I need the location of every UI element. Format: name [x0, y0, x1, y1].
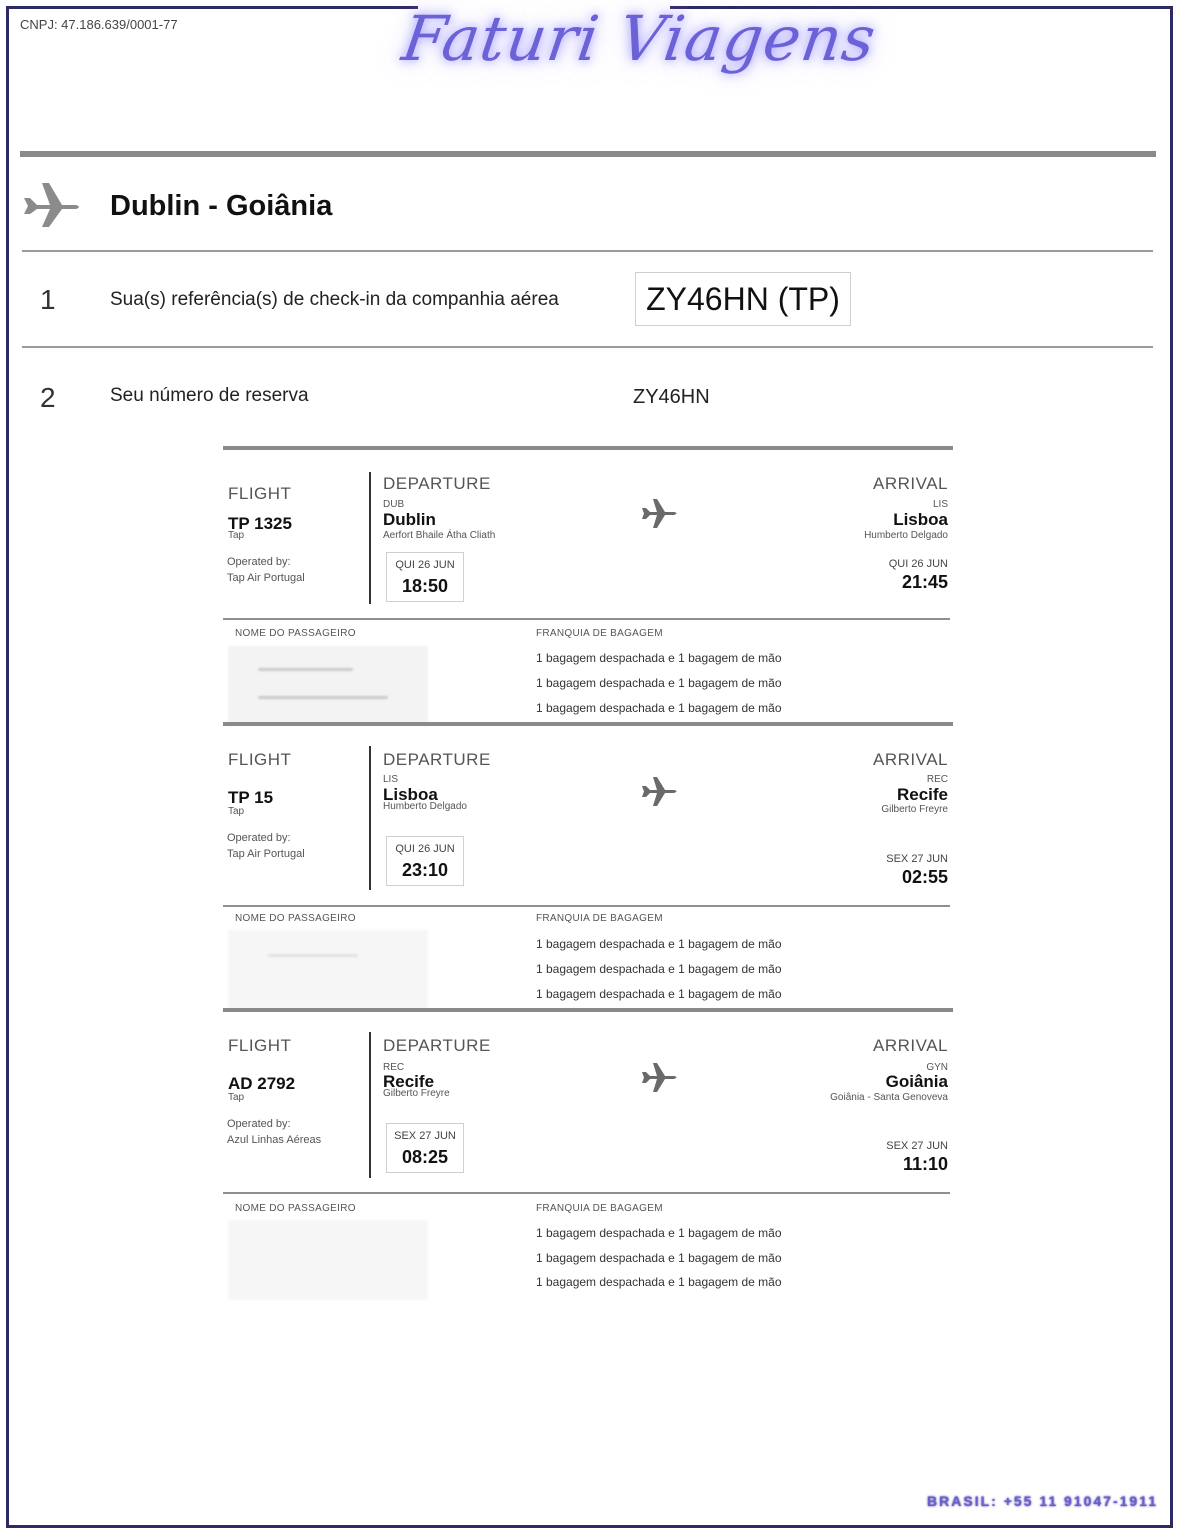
- flight-label: FLIGHT: [228, 484, 292, 503]
- passenger-name-label: NOME DO PASSAGEIRO: [235, 628, 356, 639]
- arrival-city: Recife: [896, 785, 948, 804]
- departure-code: DUB: [383, 499, 405, 510]
- arrival-city: Goiânia: [885, 1072, 948, 1091]
- flight-divider: [223, 1192, 950, 1194]
- operator-name: Tap Air Portugal: [227, 848, 305, 860]
- departure-time-box: [386, 1123, 464, 1173]
- departure-airport: Gilberto Freyre: [383, 1088, 450, 1099]
- baggage-item: 1 bagagem despachada e 1 bagagem de mão: [536, 1226, 782, 1240]
- flight-card: [223, 722, 953, 1012]
- flight-top-divider: [223, 446, 953, 450]
- departure-time: 08:25: [401, 1147, 449, 1167]
- baggage-allowance-label: FRANQUIA DE BAGAGEM: [536, 913, 663, 924]
- arrival-label: ARRIVAL: [873, 1036, 948, 1055]
- departure-airport: Humberto Delgado: [383, 801, 467, 812]
- departure-date: QUI 26 JUN: [395, 843, 455, 855]
- airplane-icon: [641, 1058, 679, 1096]
- departure-city: Dublin: [383, 510, 436, 529]
- flight-vertical-divider: [369, 472, 371, 604]
- departure-time-box: [386, 836, 464, 886]
- baggage-allowance-label: FRANQUIA DE BAGAGEM: [536, 1203, 663, 1214]
- departure-label: DEPARTURE: [383, 1036, 491, 1055]
- passenger-name-redacted: [228, 1220, 428, 1300]
- flight-carrier: Tap: [228, 1092, 245, 1103]
- baggage-item: 1 bagagem despachada e 1 bagagem de mão: [536, 651, 782, 665]
- row-number: 2: [40, 382, 56, 413]
- baggage-item: 1 bagagem despachada e 1 bagagem de mão: [536, 676, 782, 690]
- flight-card: [223, 446, 953, 726]
- arrival-time: 21:45: [901, 572, 948, 592]
- arrival-date: SEX 27 JUN: [886, 853, 948, 865]
- passenger-name-label: NOME DO PASSAGEIRO: [235, 913, 356, 924]
- baggage-allowance-label: FRANQUIA DE BAGAGEM: [536, 628, 663, 639]
- arrival-time: 02:55: [901, 867, 948, 887]
- arrival-label: ARRIVAL: [873, 750, 948, 769]
- flight-vertical-divider: [369, 1032, 371, 1178]
- passenger-name-redacted: [228, 646, 428, 726]
- booking-number-value: ZY46HN: [633, 386, 710, 408]
- flight-number: TP 15: [228, 788, 274, 807]
- checkin-reference-label: Sua(s) referência(s) de check-in da companhia aérea: [110, 289, 559, 310]
- baggage-item: 1 bagagem despachada e 1 bagagem de mão: [536, 1251, 782, 1265]
- flight-label: FLIGHT: [228, 750, 292, 769]
- airplane-icon: [641, 772, 679, 810]
- route-title: Dublin - Goiânia: [110, 190, 333, 222]
- airplane-icon: [641, 494, 679, 532]
- row-number: 1: [40, 284, 56, 315]
- arrival-airport: Humberto Delgado: [864, 530, 948, 541]
- baggage-item: 1 bagagem despachada e 1 bagagem de mão: [536, 987, 782, 1001]
- flight-number: TP 1325: [228, 514, 292, 533]
- header-divider: [20, 151, 1156, 157]
- company-logo: Faturi Viagens: [397, 2, 881, 75]
- checkin-reference-value: ZY46HN (TP): [635, 272, 851, 326]
- section-divider: [22, 250, 1153, 252]
- departure-label: DEPARTURE: [383, 750, 491, 769]
- company-cnpj: CNPJ: 47.186.639/0001-77: [20, 17, 178, 32]
- operated-by-label: Operated by:: [227, 1118, 291, 1130]
- flight-vertical-divider: [369, 746, 371, 890]
- flight-carrier: Tap: [228, 806, 245, 817]
- flight-carrier: Tap: [228, 530, 245, 541]
- booking-number-label: Seu número de reserva: [110, 385, 309, 406]
- baggage-item: 1 bagagem despachada e 1 bagagem de mão: [536, 937, 782, 951]
- flight-number: AD 2792: [228, 1074, 296, 1093]
- operator-name: Tap Air Portugal: [227, 572, 305, 584]
- departure-city: Lisboa: [383, 785, 438, 804]
- passenger-name-label: NOME DO PASSAGEIRO: [235, 1203, 356, 1214]
- arrival-city: Lisboa: [893, 510, 948, 529]
- contact-phone: BRASIL: +55 11 91047-1911: [927, 1493, 1158, 1509]
- flight-top-divider: [223, 722, 953, 726]
- flight-divider: [223, 905, 950, 907]
- departure-label: DEPARTURE: [383, 474, 491, 493]
- departure-code: LIS: [383, 774, 399, 785]
- flight-card: [223, 1008, 953, 1308]
- arrival-airport: Gilberto Freyre: [881, 804, 948, 815]
- section-divider: [22, 346, 1153, 348]
- departure-date: QUI 26 JUN: [395, 559, 455, 571]
- departure-time-box: [386, 552, 464, 602]
- arrival-code: GYN: [926, 1062, 948, 1073]
- flight-label: FLIGHT: [228, 1036, 292, 1055]
- arrival-label: ARRIVAL: [873, 474, 948, 493]
- operator-name: Azul Linhas Aéreas: [227, 1134, 322, 1146]
- baggage-item: 1 bagagem despachada e 1 bagagem de mão: [536, 701, 782, 715]
- departure-city: Recife: [383, 1072, 435, 1091]
- arrival-date: QUI 26 JUN: [888, 558, 948, 570]
- arrival-airport: Goiânia - Santa Genoveva: [830, 1092, 948, 1103]
- baggage-item: 1 bagagem despachada e 1 bagagem de mão: [536, 1275, 782, 1289]
- operated-by-label: Operated by:: [227, 556, 291, 568]
- arrival-code: LIS: [932, 499, 948, 510]
- departure-code: REC: [383, 1062, 405, 1073]
- flight-top-divider: [223, 1008, 953, 1012]
- arrival-time: 11:10: [902, 1154, 948, 1174]
- passenger-name-redacted: [228, 930, 428, 1010]
- departure-time: 18:50: [401, 576, 449, 596]
- departure-time: 23:10: [401, 860, 449, 880]
- baggage-item: 1 bagagem despachada e 1 bagagem de mão: [536, 962, 782, 976]
- flight-divider: [223, 618, 950, 620]
- departure-date: SEX 27 JUN: [394, 1130, 456, 1142]
- arrival-code: REC: [926, 774, 948, 785]
- airplane-icon: [22, 177, 82, 231]
- arrival-date: SEX 27 JUN: [886, 1140, 948, 1152]
- operated-by-label: Operated by:: [227, 832, 291, 844]
- departure-airport: Aerfort Bhaile Átha Cliath: [383, 530, 496, 541]
